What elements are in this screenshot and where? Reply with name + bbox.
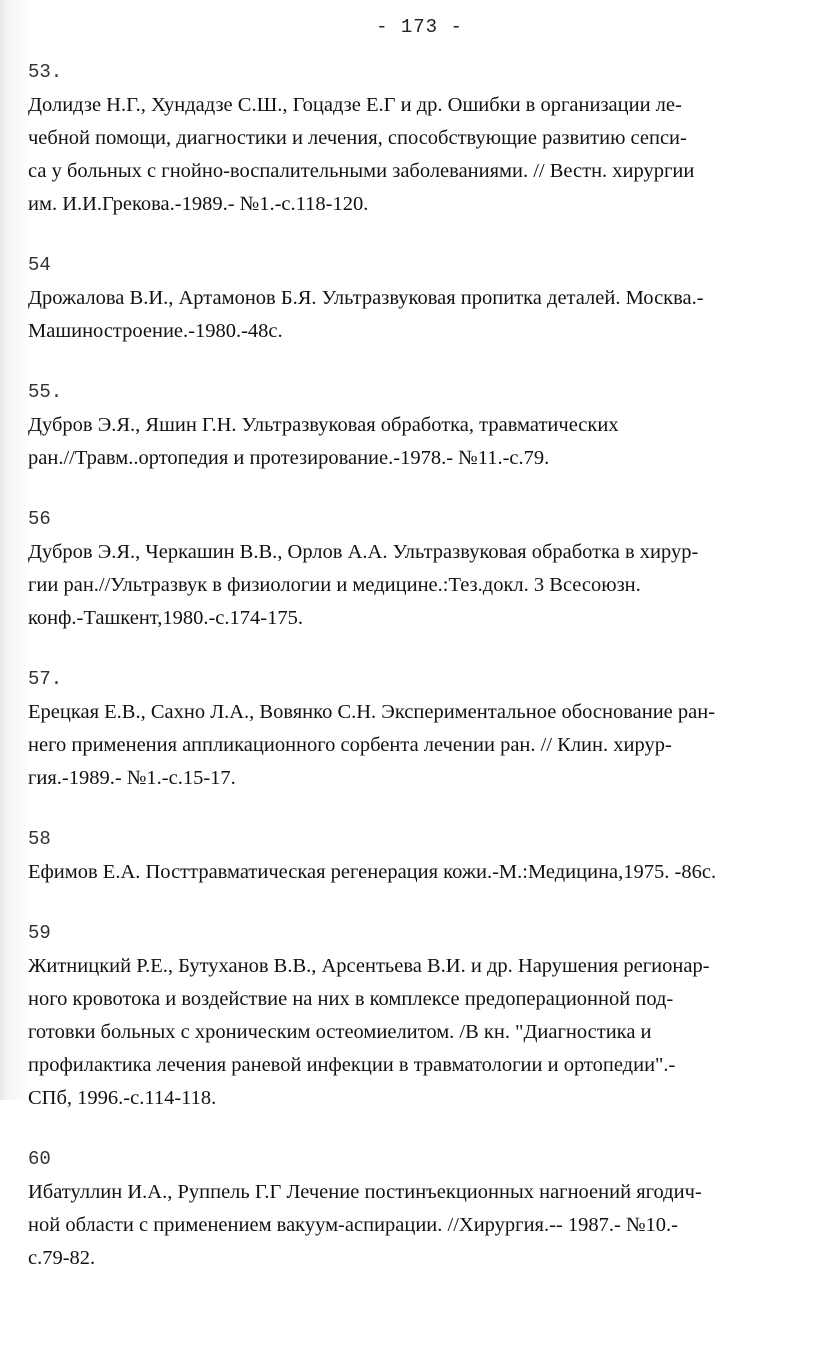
reference-line: ной области с применением вакуум-аспирации. //Хирургия.-- 1987.- №10.- <box>28 1214 678 1236</box>
reference-line: ран.//Травм..ортопедия и протезирование.-1978.- №11.-с.79. <box>28 447 550 469</box>
reference-item <box>28 248 828 348</box>
reference-line: профилактика лечения раневой инфекции в травматологии и ортопедии".- <box>28 1054 676 1076</box>
reference-line: ного кровотока и воздействие на них в комплексе предоперационной под- <box>28 988 674 1010</box>
reference-number: 57. <box>28 668 63 690</box>
reference-line: Ефимов Е.А. Посттравматическая регенерация кожи.-М.:Медицина,1975. -86с. <box>28 861 717 883</box>
reference-line: Ерецкая Е.В., Сахно Л.А., Вовянко С.Н. Экспериментальное обоснование ран- <box>28 701 716 723</box>
page-number: - 173 - <box>376 16 463 38</box>
reference-number: 54 <box>28 254 51 276</box>
reference-line: Житницкий Р.Е., Бутуханов В.В., Арсентьева В.И. и др. Нарушения регионар- <box>28 955 710 977</box>
reference-line: Дубров Э.Я., Черкашин В.В., Орлов А.А. Ультразвуковая обработка в хирур- <box>28 541 699 563</box>
reference-item <box>28 502 828 635</box>
reference-line: него применения аппликационного сорбента лечении ран. // Клин. хирур- <box>28 734 672 756</box>
reference-line: гии ран.//Ультразвук в физиологии и медицине.:Тез.докл. 3 Всесоюзн. <box>28 574 641 596</box>
scan-edge-shadow <box>0 0 30 1100</box>
reference-item <box>28 375 828 475</box>
reference-line: Машиностроение.-1980.-48с. <box>28 320 283 342</box>
reference-number: 60 <box>28 1148 51 1170</box>
reference-number: 53. <box>28 61 63 83</box>
reference-item <box>28 1142 828 1275</box>
reference-line: им. И.И.Грекова.-1989.- №1.-с.118-120. <box>28 193 369 215</box>
reference-line: Дрожалова В.И., Артамонов Б.Я. Ультразвуковая пропитка деталей. Москва.- <box>28 287 704 309</box>
reference-line: Ибатуллин И.А., Руппель Г.Г Лечение постинъекционных нагноений ягодич- <box>28 1181 702 1203</box>
reference-line: гия.-1989.- №1.-с.15-17. <box>28 767 236 789</box>
reference-item <box>28 662 828 795</box>
reference-number: 55. <box>28 381 63 403</box>
reference-item <box>28 55 828 221</box>
reference-number: 59 <box>28 922 51 944</box>
reference-number: 56 <box>28 508 51 530</box>
reference-item <box>28 822 828 889</box>
reference-line: готовки больных с хроническим остеомиелитом. /В кн. "Диагностика и <box>28 1021 652 1043</box>
reference-item <box>28 916 828 1115</box>
reference-line: Дубров Э.Я., Яшин Г.Н. Ультразвуковая обработка, травматических <box>28 414 619 436</box>
reference-list <box>28 55 828 1302</box>
reference-line: са у больных с гнойно-воспалительными заболеваниями. // Вестн. хирургии <box>28 160 695 182</box>
reference-number: 58 <box>28 828 51 850</box>
reference-line: конф.-Ташкент,1980.-с.174-175. <box>28 607 303 629</box>
reference-line: СПб, 1996.-с.114-118. <box>28 1087 217 1109</box>
reference-line: Долидзе Н.Г., Хундадзе С.Ш., Гоцадзе Е.Г и др. Ошибки в организации ле- <box>28 94 682 116</box>
reference-line: с.79-82. <box>28 1247 96 1269</box>
reference-line: чебной помощи, диагностики и лечения, способствующие развитию сепси- <box>28 127 687 149</box>
